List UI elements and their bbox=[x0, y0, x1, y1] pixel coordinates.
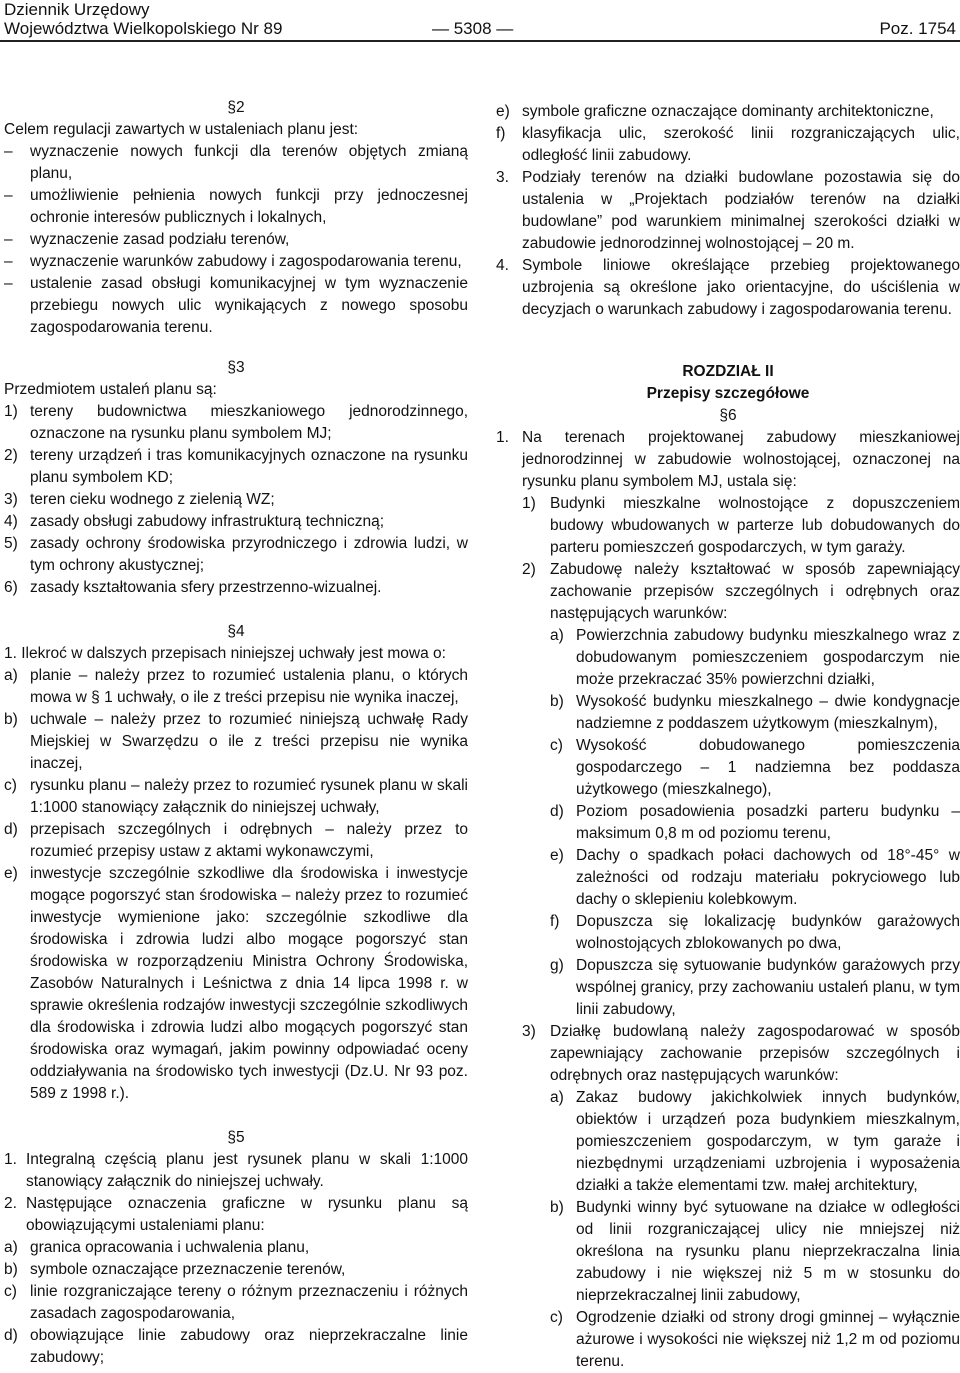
paragraph-number: 3. bbox=[496, 169, 509, 186]
list-item bbox=[496, 1087, 960, 1197]
item-text: granica opracowania i uchwalenia planu, bbox=[30, 1239, 310, 1256]
chapter-subtitle: Przepisy szczegółowe bbox=[646, 385, 810, 402]
item-marker: b) bbox=[4, 711, 18, 728]
item-text: uchwale – należy przez to rozumieć niniejszą uchwałę Rady Miejskiej w Swarzędzu o ile z treści przepisu nie wynika inaczej, bbox=[30, 711, 468, 772]
list-item bbox=[496, 735, 960, 801]
section-heading: §5 bbox=[227, 1129, 245, 1146]
item-text: Zakaz budowy jakichkolwiek innych budynków, obiektów i urządzeń poza budynkiem mieszkalnym, pomieszczeniem gospodarczym, w tym garaże i niezbędnymi urządzeniami uzbrojenia i wyposażenia działki a także elementami tzw. małej architektury, bbox=[576, 1089, 960, 1194]
item-text: rysunku planu – należy przez to rozumieć rysunek planu w skali 1:1000 stanowiący załącznik do niniejszej uchwały, bbox=[30, 777, 468, 816]
paragraph bbox=[4, 1149, 468, 1193]
list-item bbox=[496, 801, 960, 845]
item-marker: a) bbox=[4, 1239, 18, 1256]
paragraph-text: Podziały terenów na działki budowlane pozostawia się do ustalenia w „Projektach podziałów terenów na działki budowlane” pod warunkiem minimalnej szerokości działki w zabudowie jednorodzinnej wolnostojącej – 20 m. bbox=[522, 169, 960, 252]
item-marker: d) bbox=[550, 803, 564, 820]
item-text: symbole oznaczające przeznaczenie terenów, bbox=[30, 1261, 346, 1278]
item-text: Budynki mieszkalne wolnostojące z dopuszczeniem budowy wbudowanych w parterze lub dobudowanych do parteru pomieszczeń gospodarczych, w tym garaży. bbox=[550, 495, 960, 556]
section-3 bbox=[4, 357, 468, 1369]
chapter-2 bbox=[496, 361, 960, 1373]
list-item bbox=[4, 273, 468, 339]
item-text: tereny budownictwa mieszkaniowego jednorodzinnego, oznaczone na rysunku planu symbolem MJ; bbox=[30, 403, 468, 442]
item-text: tereny urządzeń i tras komunikacyjnych oznaczone na rysunku planu symbolem KD; bbox=[30, 447, 468, 486]
paragraph-text: Ilekroć w dalszych przepisach niniejszej uchwały jest mowa o: bbox=[21, 645, 446, 662]
item-text: ustalenie zasad obsługi komunikacyjnej w tym wyznaczenie przebiegu nowych ulic wynikających z nowego sposobu zagospodarowania terenu. bbox=[30, 275, 468, 336]
item-marker: – bbox=[4, 231, 13, 248]
paragraph-number: 1. bbox=[4, 1151, 17, 1168]
list-item bbox=[4, 709, 468, 775]
list-item bbox=[4, 1259, 468, 1281]
list-item bbox=[4, 1237, 468, 1259]
item-marker: 3) bbox=[522, 1023, 536, 1040]
item-marker: c) bbox=[550, 1309, 563, 1326]
list-item bbox=[4, 775, 468, 819]
item-text: Działkę budowlaną należy zagospodarować w sposób zapewniający zachowanie przepisów szczególnych i odrębnych oraz następujących warunków: bbox=[550, 1023, 960, 1084]
item-marker: c) bbox=[550, 737, 563, 754]
journal-issue: Województwa Wielkopolskiego Nr 89 bbox=[4, 19, 283, 38]
list-item bbox=[496, 911, 960, 955]
section-heading: §3 bbox=[227, 359, 245, 376]
list-item bbox=[4, 141, 468, 185]
list-item bbox=[4, 863, 468, 1105]
item-marker: e) bbox=[496, 103, 510, 120]
item-text: wyznaczenie zasad podziału terenów, bbox=[30, 231, 290, 248]
journal-title: Dziennik Urzędowy bbox=[4, 0, 150, 19]
list-item bbox=[4, 489, 468, 511]
item-text: Budynki winny być sytuowane na działce w odległości od linii rozgraniczającej ulicy nie mniejszej niż określona na rysunku planu nieprzekraczalna linia zabudowy i nie większej niż 5 m w stosunku do nieprzekraczalnej linii zabudowy, bbox=[576, 1199, 960, 1304]
item-marker: a) bbox=[550, 1089, 564, 1106]
list-item bbox=[496, 955, 960, 1021]
paragraph-number: 1. bbox=[496, 429, 509, 446]
paragraph: Przedmiotem ustaleń planu są: bbox=[4, 381, 217, 398]
chapter-title: ROZDZIAŁ II bbox=[682, 363, 774, 380]
item-marker: b) bbox=[4, 1261, 18, 1278]
list-item bbox=[4, 533, 468, 577]
item-text: przepisach szczególnych i odrębnych – należy przez to rozumieć przepisy ustaw z aktami wykonawczymi, bbox=[30, 821, 468, 860]
item-text: wyznaczenie warunków zabudowy i zagospodarowania terenu, bbox=[30, 253, 462, 270]
item-text: inwestycje szczególnie szkodliwe dla środowiska i inwestycje mogące pogorszyć stan środowiska – należy przez to rozumieć inwestycje wymienione jako: szczególnie szkodliwe dla środowiska i zdrowia ludzi albo mogące pogorszyć stan środowiska w rozporządzeniu Ministra Ochrony Środowiska, Zasobów Naturalnych i Leśnictwa z dnia 14 lipca 1998 r. w sprawie określenia rodzajów inwestycji szczególnie szkodliwych dla środowiska i zdrowia ludzi albo mogących pogorszyć stan środowiska oraz wymagań, jakim powinny odpowiadać oceny oddziaływania na środowisko tych inwestycji (Dz.U. Nr 93 poz. 589 z 1998 r.). bbox=[30, 865, 468, 1102]
paragraph-number: 1. bbox=[4, 645, 17, 662]
item-text: klasyfikacja ulic, szerokość linii rozgraniczających ulic, odległość linii zabudowy. bbox=[522, 125, 960, 164]
page-number: — 5308 — bbox=[432, 19, 514, 38]
section-2 bbox=[4, 97, 468, 339]
item-marker: 2) bbox=[522, 561, 536, 578]
list-item bbox=[4, 1325, 468, 1369]
list-item bbox=[4, 185, 468, 229]
item-marker: b) bbox=[550, 1199, 564, 1216]
list-item bbox=[496, 691, 960, 735]
item-text: Dachy o spadkach połaci dachowych od 18°-45° w zależności od rodzaju materiału pokryciowego lub dachy o sklepieniu kolebkowym. bbox=[576, 847, 960, 908]
item-text: Zabudowę należy kształtować w sposób zapewniający zachowanie przepisów szczególnych i odrębnych oraz następujących warunków: bbox=[550, 561, 960, 622]
section-heading: §2 bbox=[227, 99, 245, 116]
item-marker: – bbox=[4, 253, 13, 270]
paragraph bbox=[4, 643, 468, 665]
item-marker: g) bbox=[550, 957, 564, 974]
item-text: Powierzchnia zabudowy budynku mieszkalnego wraz z dobudowanym pomieszczeniem gospodarczym nie może przekraczać 35% powierzchni działki, bbox=[576, 627, 960, 688]
section-5-continued bbox=[496, 101, 960, 321]
item-text: teren cieku wodnego z zielenią WZ; bbox=[30, 491, 275, 508]
item-marker: – bbox=[4, 143, 13, 160]
item-marker: 5) bbox=[4, 535, 18, 552]
item-marker: 6) bbox=[4, 579, 18, 596]
list-item bbox=[4, 401, 468, 445]
list-item bbox=[496, 123, 960, 167]
item-text: Wysokość dobudowanego pomieszczenia gospodarczego – 1 nadziemna bez poddasza użytkowego (mieszkalnego), bbox=[576, 737, 960, 798]
paragraph-text: Integralną częścią planu jest rysunek planu w skali 1:1000 stanowiący załącznik do niniejszej uchwały. bbox=[26, 1151, 468, 1190]
list-item bbox=[4, 819, 468, 863]
header-rule bbox=[0, 40, 960, 42]
paragraph-text: Na terenach projektowanej zabudowy mieszkaniowej jednorodzinnej w zabudowie wolnostojącej, oznaczonej na rysunku planu symbolem MJ, ustala się: bbox=[522, 429, 960, 490]
paragraph-number: 4. bbox=[496, 257, 509, 274]
list-item bbox=[4, 577, 468, 599]
list-item bbox=[4, 229, 468, 251]
list-item bbox=[496, 625, 960, 691]
item-marker: c) bbox=[4, 1283, 17, 1300]
item-text: Ogrodzenie działki od strony drogi gminnej – wyłącznie ażurowe i wysokości nie większej niż 1,2 m od poziomu terenu. bbox=[576, 1309, 960, 1370]
item-marker: c) bbox=[4, 777, 17, 794]
item-marker: 2) bbox=[4, 447, 18, 464]
list-item bbox=[4, 251, 468, 273]
list-item bbox=[496, 493, 960, 559]
item-marker: b) bbox=[550, 693, 564, 710]
item-text: Poziom posadowienia posadzki parteru budynku – maksimum 0,8 m od poziomu terenu, bbox=[576, 803, 960, 842]
paragraph bbox=[496, 167, 960, 255]
item-text: Dopuszcza się sytuowanie budynków garażowych przy wspólnej granicy, przy zachowaniu ustaleń planu, w tym linii zabudowy, bbox=[576, 957, 960, 1018]
list-item bbox=[496, 845, 960, 911]
item-text: symbole graficzne oznaczające dominanty architektoniczne, bbox=[522, 103, 934, 120]
paragraph-text: Następujące oznaczenia graficzne w rysunku planu są obowiązującymi ustaleniami planu: bbox=[26, 1195, 468, 1234]
paragraph-number: 2. bbox=[4, 1195, 17, 1212]
item-text: Wysokość budynku mieszkalnego – dwie kondygnacje nadziemne z poddaszem użytkowym (mieszkalnym), bbox=[576, 693, 960, 732]
item-marker: – bbox=[4, 275, 13, 292]
position-number: Poz. 1754 bbox=[879, 19, 956, 38]
section-heading: §6 bbox=[719, 407, 737, 424]
paragraph bbox=[496, 427, 960, 493]
item-text: obowiązujące linie zabudowy oraz nieprzekraczalne linie zabudowy; bbox=[30, 1327, 468, 1366]
item-text: umożliwienie pełnienia nowych funkcji przy jednoczesnej ochronie interesów publicznych i lokalnych, bbox=[30, 187, 468, 226]
item-marker: a) bbox=[4, 667, 18, 684]
item-marker: d) bbox=[4, 1327, 18, 1344]
item-marker: 3) bbox=[4, 491, 18, 508]
item-text: zasady obsługi zabudowy infrastrukturą techniczną; bbox=[30, 513, 385, 530]
item-marker: 1) bbox=[522, 495, 536, 512]
item-text: planie – należy przez to rozumieć ustalenia planu, o których mowa w § 1 uchwały, o ile z treści przepisu nie wynika inaczej, bbox=[30, 667, 468, 706]
list-item bbox=[4, 1281, 468, 1325]
list-item bbox=[496, 1021, 960, 1087]
item-marker: e) bbox=[4, 865, 18, 882]
item-marker: f) bbox=[496, 125, 506, 142]
paragraph: Celem regulacji zawartych w ustaleniach planu jest: bbox=[4, 121, 359, 138]
list-item bbox=[4, 665, 468, 709]
item-marker: d) bbox=[4, 821, 18, 838]
item-text: zasady kształtowania sfery przestrzenno-wizualnej. bbox=[30, 579, 382, 596]
section-heading: §4 bbox=[227, 623, 245, 640]
list-item bbox=[496, 1307, 960, 1373]
paragraph bbox=[496, 255, 960, 321]
item-marker: 4) bbox=[4, 513, 18, 530]
list-item bbox=[4, 445, 468, 489]
item-marker: – bbox=[4, 187, 13, 204]
paragraph-text: Symbole liniowe określające przebieg projektowanego uzbrojenia są określone jako orientacyjne, do uściślenia w decyzjach o warunkach zabudowy i zagospodarowania terenu. bbox=[522, 257, 960, 318]
item-marker: e) bbox=[550, 847, 564, 864]
item-marker: a) bbox=[550, 627, 564, 644]
item-text: wyznaczenie nowych funkcji dla terenów objętych zmianą planu, bbox=[30, 143, 468, 182]
item-text: Dopuszcza się lokalizację budynków garażowych wolnostojących zblokowanych po dwa, bbox=[576, 913, 960, 952]
item-text: linie rozgraniczające tereny o różnym przeznaczeniu i różnych zasadach zagospodarowania, bbox=[30, 1283, 468, 1322]
item-marker: f) bbox=[550, 913, 560, 930]
list-item bbox=[496, 559, 960, 625]
list-item bbox=[4, 511, 468, 533]
item-text: zasady ochrony środowiska przyrodniczego i zdrowia ludzi, w tym ochrony akustycznej; bbox=[30, 535, 468, 574]
list-item bbox=[496, 1197, 960, 1307]
paragraph bbox=[4, 1193, 468, 1237]
item-marker: 1) bbox=[4, 403, 18, 420]
list-item bbox=[496, 101, 960, 123]
